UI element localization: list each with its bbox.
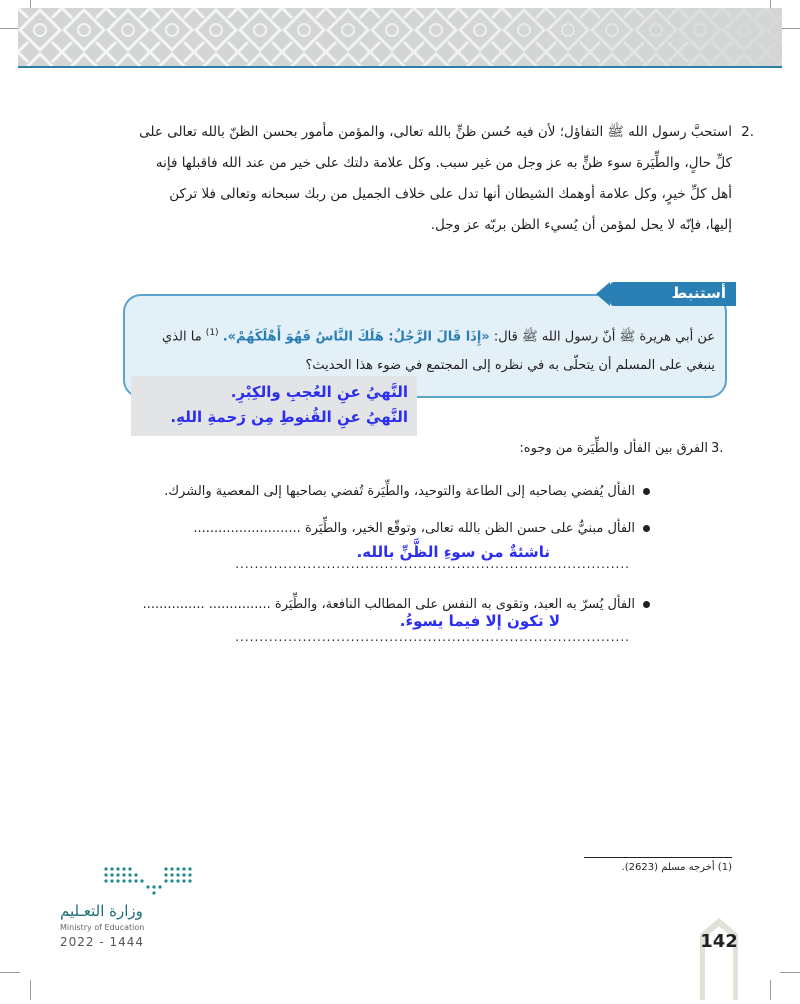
hadith-quote: «إِذَا قَالَ الرَّجُلُ: هَلَكَ النَّاسُ فَهُوَ أَهْلَكَهُمْ». [222, 329, 490, 345]
handwritten-answer[interactable]: ناشئةٌ من سوءِ الظَّنِّ بالله. [356, 543, 550, 561]
crop-mark-bottom-right-v [770, 980, 771, 1000]
answer-line: النَّهيُ عنِ العُجبِ والكِبْرِ. [230, 383, 408, 401]
question-line-2: ينبغي على المسلم أن يتحلّى به في نظره إلى المجتمع في ضوء هذا الحديث؟ [305, 358, 715, 374]
bullet-dot-icon [643, 525, 650, 532]
page-number: 142 [700, 931, 738, 952]
footnote-text: (1) أخرجه مسلم (2623). [621, 862, 732, 873]
bullet-item [120, 521, 650, 536]
deduce-label: أستنبط [671, 284, 726, 302]
handwritten-answer[interactable] [140, 380, 408, 430]
answer-line: النَّهيُ عنِ القُنوطِ مِن رَحمةِ اللهِ. [170, 408, 408, 426]
question-line-1 [145, 319, 715, 351]
item-3-intro: الفرق بين الفأل والطِّيَرة من وجوه: [519, 441, 708, 456]
bullet-dot-icon [643, 601, 650, 608]
bullet-item [120, 597, 650, 612]
bullet-text: الفأل مبنيٌّ على حسن الظن بالله تعالى، وتوقّع الخير، والطِّيَرة [304, 521, 635, 536]
crop-mark-top-right-h [780, 28, 800, 29]
fill-in-dots: ............... ............... [142, 597, 271, 612]
crop-mark-bottom-left-v [30, 980, 31, 1000]
fill-in-dots: .......................... [193, 521, 301, 536]
crop-mark-bottom-right-h [780, 972, 800, 973]
fill-in-dots-line: .................................................................................. [235, 630, 630, 644]
paragraph-line: إليها، فإنّه لا يحل لمؤمن أن يُسيء الظن بربّه عز وجل. [430, 217, 732, 233]
paragraph-line: استحبَّ رسول الله ﷺ التفاؤل؛ لأن فيه حُسن ظنٍّ بالله تعالى، والمؤمن مأمور بحسن الظنّ بالله تعالى على [139, 124, 732, 140]
paragraph-line: أهل كلِّ خيرٍ، وكل علامة أوهمك الشيطان أنها تدل على خلاف الجميل من ربك سبحانه وتعالى فلا تركن [169, 186, 732, 202]
paragraph-2 [110, 117, 754, 241]
page-number-arch-icon [694, 916, 744, 1000]
edition-year: 2022 - 1444 [60, 935, 145, 949]
deduce-tab [596, 282, 736, 306]
deduce-question [145, 319, 715, 380]
bullet-item [140, 484, 650, 499]
item-number: 3. [711, 441, 724, 456]
question-intro: عن أبي هريرة ﷺ أنّ رسول الله ﷺ قال: [489, 329, 715, 345]
tab-arrow-icon [596, 282, 610, 306]
footnote-rule [584, 857, 732, 858]
ministry-logo-icon [102, 865, 194, 897]
footnote-marker: (1) [205, 328, 219, 338]
header-divider [18, 66, 782, 68]
geometric-pattern [18, 8, 782, 68]
crop-mark-top-left-h [0, 28, 20, 29]
fill-in-dots-line: .................................................................................. [235, 557, 630, 571]
paragraph-number: 2. [741, 124, 754, 140]
ministry-name-english: Ministry of Education [60, 923, 145, 932]
crop-mark-bottom-left-h [0, 972, 20, 973]
handwritten-answer[interactable]: لا تكون إلا فيما يسوءُ. [399, 612, 560, 630]
paragraph-line: كلِّ حالٍ، والطِّيَرة سوء ظنٍّ به عز وجل من غير سبب. وكل علامة دلتك على خير من عند الله فاقبلها فإنه [155, 155, 732, 171]
bullet-text: الفأل يُفضي بصاحبه إلى الطاعة والتوحيد، والطِّيَرة تُفضي بصاحبها إلى المعصية والشرك. [164, 484, 635, 499]
ministry-name-arabic: وزارة التعـليم [60, 902, 143, 920]
header-pattern-band [18, 8, 782, 68]
bullet-dot-icon [643, 488, 650, 495]
bullet-text: الفأل يُسرّ به العبد، وتقوى به النفس على المطالب النافعة، والطِّيَرة [274, 597, 635, 612]
question-continuation: ما الذي [162, 329, 206, 345]
